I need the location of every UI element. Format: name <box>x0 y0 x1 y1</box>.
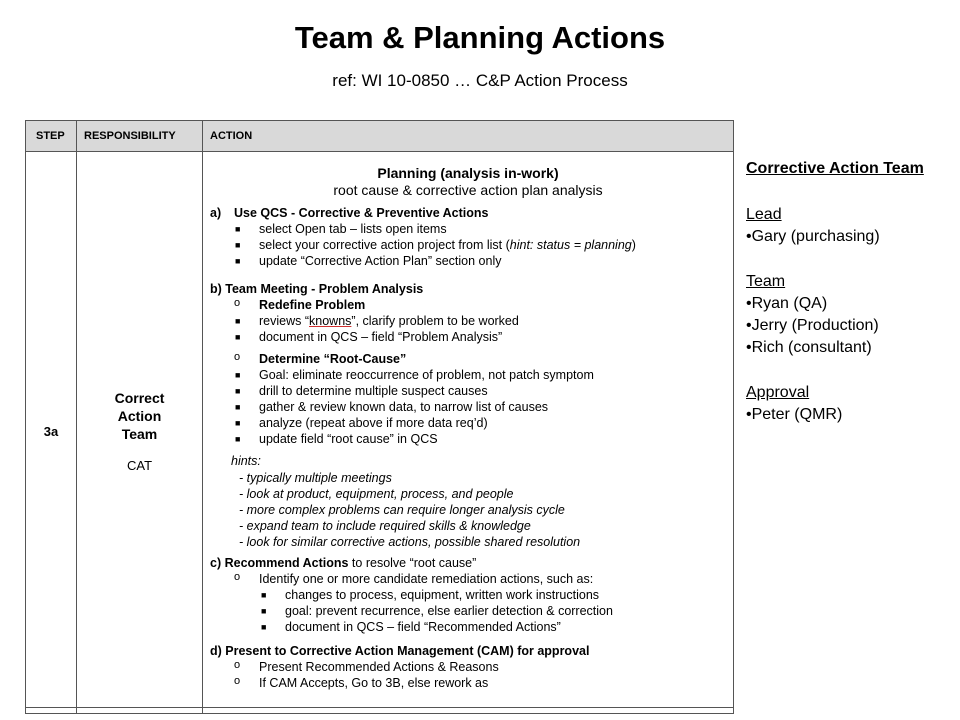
section-d-title: d) Present to Corrective Action Management (CAM) for approval <box>210 644 590 658</box>
list-item: Goal: eliminate reoccurrence of problem, not patch symptom <box>259 368 594 382</box>
hint-item: - typically multiple meetings <box>239 471 392 485</box>
square-bullet-icon: ■ <box>235 370 241 380</box>
list-item: changes to process, equipment, written work instructions <box>285 588 600 602</box>
square-bullet-icon: ■ <box>235 418 241 428</box>
responsibility-abbrev: CAT <box>126 458 153 473</box>
circle-bullet-icon: o <box>234 297 241 309</box>
responsibility-line: Action <box>117 408 162 424</box>
step-cell: 3a <box>43 424 59 439</box>
subsection-title: Determine “Root-Cause” <box>259 352 407 366</box>
column-header-step: STEP <box>36 130 65 142</box>
list-item: analyze (repeat above if more data req’d) <box>259 416 488 430</box>
list-item: Present Recommended Actions & Reasons <box>259 660 499 674</box>
list-item: update field “root cause” in QCS <box>259 432 438 446</box>
hint-item: - more complex problems can require longer analysis cycle <box>239 503 565 517</box>
subsection-title: Redefine Problem <box>259 298 366 312</box>
section-a-title: Use QCS - Corrective & Preventive Actions <box>234 206 489 220</box>
square-bullet-icon: ■ <box>235 316 241 326</box>
circle-bullet-icon: o <box>234 659 241 671</box>
square-bullet-icon: ■ <box>261 606 267 616</box>
hint-item: - expand team to include required skills & knowledge <box>239 519 531 533</box>
column-divider <box>202 121 203 713</box>
page-title: Team & Planning Actions <box>294 20 666 55</box>
list-item: goal: prevent recurrence, else earlier detection & correction <box>285 604 613 618</box>
square-bullet-icon: ■ <box>235 386 241 396</box>
list-item: document in QCS – field “Problem Analysis” <box>259 330 503 344</box>
team-label: Team <box>746 273 786 290</box>
section-a-label: a) <box>210 206 222 220</box>
square-bullet-icon: ■ <box>235 332 241 342</box>
list-item: drill to determine multiple suspect causes <box>259 384 488 398</box>
hints-label: hints: <box>231 454 261 468</box>
square-bullet-icon: ■ <box>261 622 267 632</box>
action-heading: Planning (analysis in-work) <box>377 165 559 181</box>
lead-member: •Gary (purchasing) <box>746 228 880 245</box>
responsibility-line: Team <box>121 426 158 442</box>
responsibility-line: Correct <box>114 390 165 406</box>
square-bullet-icon: ■ <box>235 434 241 444</box>
team-heading: Corrective Action Team <box>746 160 924 177</box>
square-bullet-icon: ■ <box>235 240 241 250</box>
responsibility-cell <box>77 389 202 443</box>
list-item: select your corrective action project from list (hint: status = planning) <box>259 238 636 252</box>
list-item: reviews “knowns”, clarify problem to be worked <box>259 314 519 328</box>
square-bullet-icon: ■ <box>235 256 241 266</box>
list-item: If CAM Accepts, Go to 3B, else rework as <box>259 676 489 690</box>
list-item: document in QCS – field “Recommended Actions” <box>285 620 561 634</box>
square-bullet-icon: ■ <box>235 402 241 412</box>
action-subheading: root cause & corrective action plan analysis <box>333 182 603 198</box>
team-member: •Jerry (Production) <box>746 317 879 334</box>
circle-bullet-icon: o <box>234 571 241 583</box>
page-subtitle: ref: WI 10-0850 … C&P Action Process <box>332 71 628 90</box>
list-item: gather & review known data, to narrow list of causes <box>259 400 549 414</box>
square-bullet-icon: ■ <box>235 224 241 234</box>
list-item: Identify one or more candidate remediation actions, such as: <box>259 572 594 586</box>
row-divider <box>26 707 733 708</box>
approval-label: Approval <box>746 384 810 401</box>
action-table <box>25 120 734 714</box>
section-c-title: c) Recommend Actions to resolve “root cause” <box>210 556 477 570</box>
table-header <box>26 121 733 152</box>
column-header-action: ACTION <box>210 130 253 142</box>
circle-bullet-icon: o <box>234 675 241 687</box>
list-item: select Open tab – lists open items <box>259 222 447 236</box>
circle-bullet-icon: o <box>234 351 241 363</box>
lead-label: Lead <box>746 206 782 223</box>
team-member: •Rich (consultant) <box>746 339 872 356</box>
approval-member: •Peter (QMR) <box>746 406 843 423</box>
team-member: •Ryan (QA) <box>746 295 828 312</box>
list-item: update “Corrective Action Plan” section only <box>259 254 502 268</box>
hint-item: - look at product, equipment, process, and people <box>239 487 514 501</box>
column-header-responsibility: RESPONSIBILITY <box>84 130 176 142</box>
hint-item: - look for similar corrective actions, possible shared resolution <box>239 535 581 549</box>
section-b-title: b) Team Meeting - Problem Analysis <box>210 282 424 296</box>
square-bullet-icon: ■ <box>261 590 267 600</box>
